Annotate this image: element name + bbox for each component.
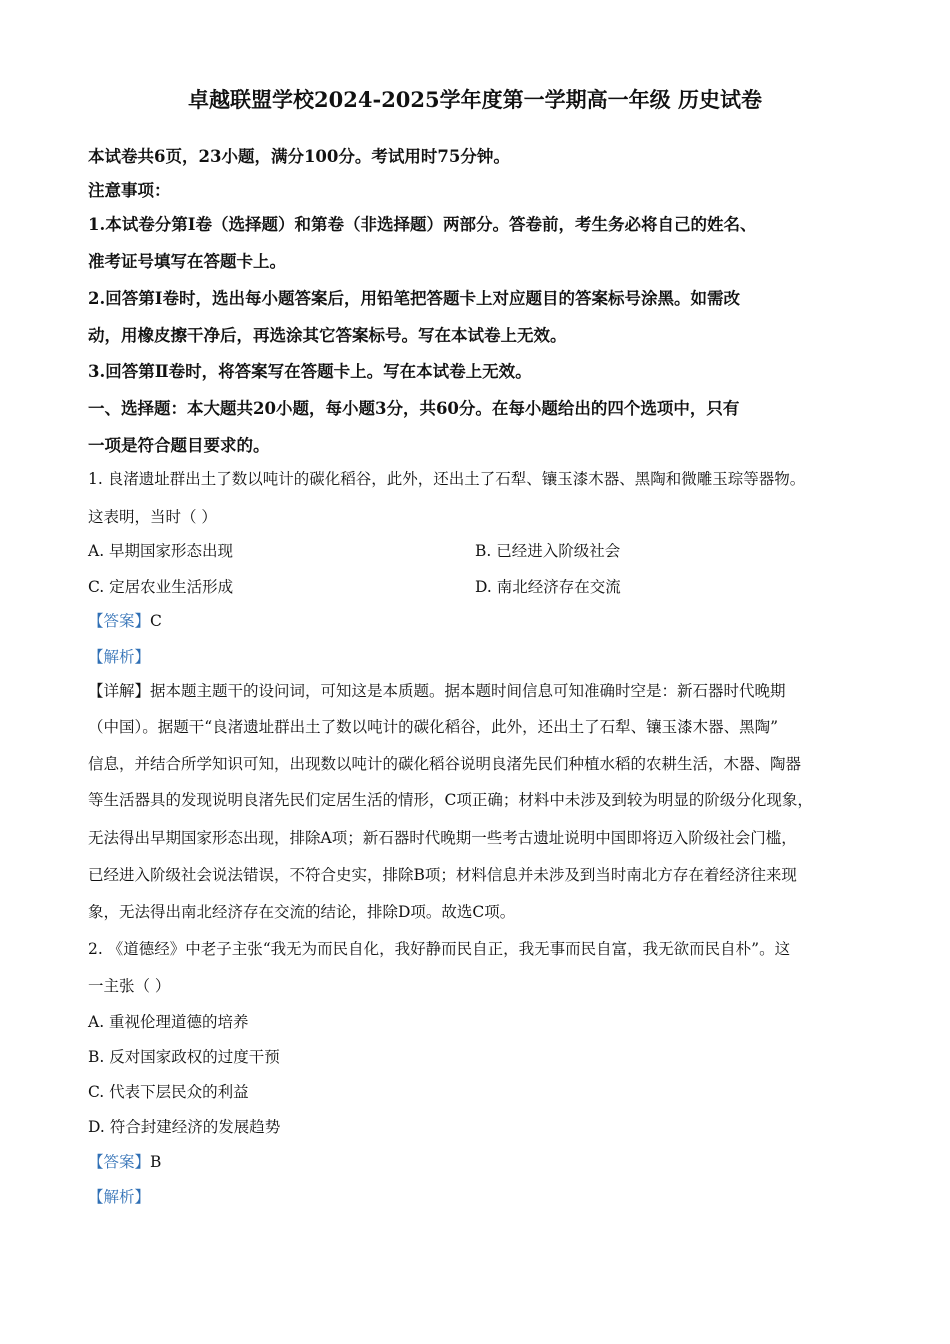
note-line: 准考证号填写在答题卡上。 — [88, 252, 286, 271]
detail-line — [88, 679, 786, 701]
question-2-stem: 一主张（ ） — [88, 977, 171, 995]
page-title: 卓越联盟学校2024-2025学年度第一学期高一年级 历史试卷 — [188, 87, 762, 112]
note-line: 2.回答第Ⅰ卷时，选出每小题答案后，用铅笔把答题卡上对应题目的答案标号涂黑。如需改 — [88, 289, 740, 308]
note-line: 3.回答第Ⅱ卷时，将答案写在答题卡上。写在本试卷上无效。 — [88, 362, 532, 381]
answer-value: C — [150, 612, 162, 630]
answer-value: B — [150, 1153, 162, 1171]
detail-line: （中国）。据题干“良渚遗址群出土了数以吨计的碳化稻谷，此外，还出土了石犁、镶玉漆木器、黑陶” — [88, 718, 779, 736]
detail-text: 据本题主题干的设问词，可知这是本质题。据本题时间信息可知准确时空是：新石器时代晚期 — [150, 682, 786, 700]
section-heading: 一项是符合题目要求的。 — [88, 436, 270, 455]
answer-tag: 【答案】 — [88, 612, 151, 630]
question-2-option-c: C. 代表下层民众的利益 — [88, 1083, 249, 1101]
question-1-option-a: A. 早期国家形态出现 — [88, 542, 234, 560]
detail-line: 已经进入阶级社会说法错误，不符合史实，排除B项；材料信息并未涉及到当时南北方存在着经济往来现 — [88, 866, 797, 884]
question-1-stem: 1. 良渚遗址群出土了数以吨计的碳化稻谷，此外，还出土了石犁、镶玉漆木器、黑陶和微雕玉琮等器物。 — [88, 470, 806, 488]
note-line: 动，用橡皮擦干净后，再选涂其它答案标号。写在本试卷上无效。 — [88, 326, 567, 345]
exam-intro: 本试卷共6页，23小题，满分100分。考试用时75分钟。 — [88, 147, 510, 166]
detail-line: 信息，并结合所学知识可知，出现数以吨计的碳化稻谷说明良渚先民们种植水稻的农耕生活，木器、陶器 — [88, 755, 802, 773]
detail-line: 无法得出早期国家形态出现，排除A项；新石器时代晚期一些考古遗址说明中国即将迈入阶级社会门槛， — [88, 829, 797, 847]
question-2-option-d: D. 符合封建经济的发展趋势 — [88, 1118, 281, 1136]
analysis-tag: 【解析】 — [88, 1188, 151, 1206]
detail-tag: 【详解】 — [88, 682, 151, 700]
question-1-option-d: D. 南北经济存在交流 — [475, 578, 621, 596]
question-2-answer — [88, 1150, 161, 1172]
question-2-option-b: B. 反对国家政权的过度干预 — [88, 1048, 280, 1066]
answer-tag: 【答案】 — [88, 1153, 151, 1171]
question-2-option-a: A. 重视伦理道德的培养 — [88, 1013, 249, 1031]
question-1-stem: 这表明，当时（ ） — [88, 508, 217, 526]
question-1-option-b: B. 已经进入阶级社会 — [475, 542, 621, 560]
analysis-tag: 【解析】 — [88, 648, 151, 666]
section-heading: 一、选择题：本大题共20小题，每小题3分，共60分。在每小题给出的四个选项中，只有 — [88, 399, 740, 418]
notes-header: 注意事项： — [88, 181, 171, 200]
question-1-option-c: C. 定居农业生活形成 — [88, 578, 234, 596]
question-1-answer — [88, 609, 162, 631]
note-line: 1.本试卷分第Ⅰ卷（选择题）和第卷（非选择题）两部分。答卷前，考生务必将自己的姓名、 — [88, 215, 757, 234]
question-2-stem: 2. 《道德经》中老子主张“我无为而民自化，我好静而民自正，我无事而民自富，我无欲而民自朴”。这 — [88, 940, 791, 958]
detail-line: 等生活器具的发现说明良渚先民们定居生活的情形，C项正确；材料中未涉及到较为明显的阶级分化现象， — [88, 791, 813, 809]
detail-line: 象，无法得出南北经济存在交流的结论，排除D项。故选C项。 — [88, 903, 516, 921]
